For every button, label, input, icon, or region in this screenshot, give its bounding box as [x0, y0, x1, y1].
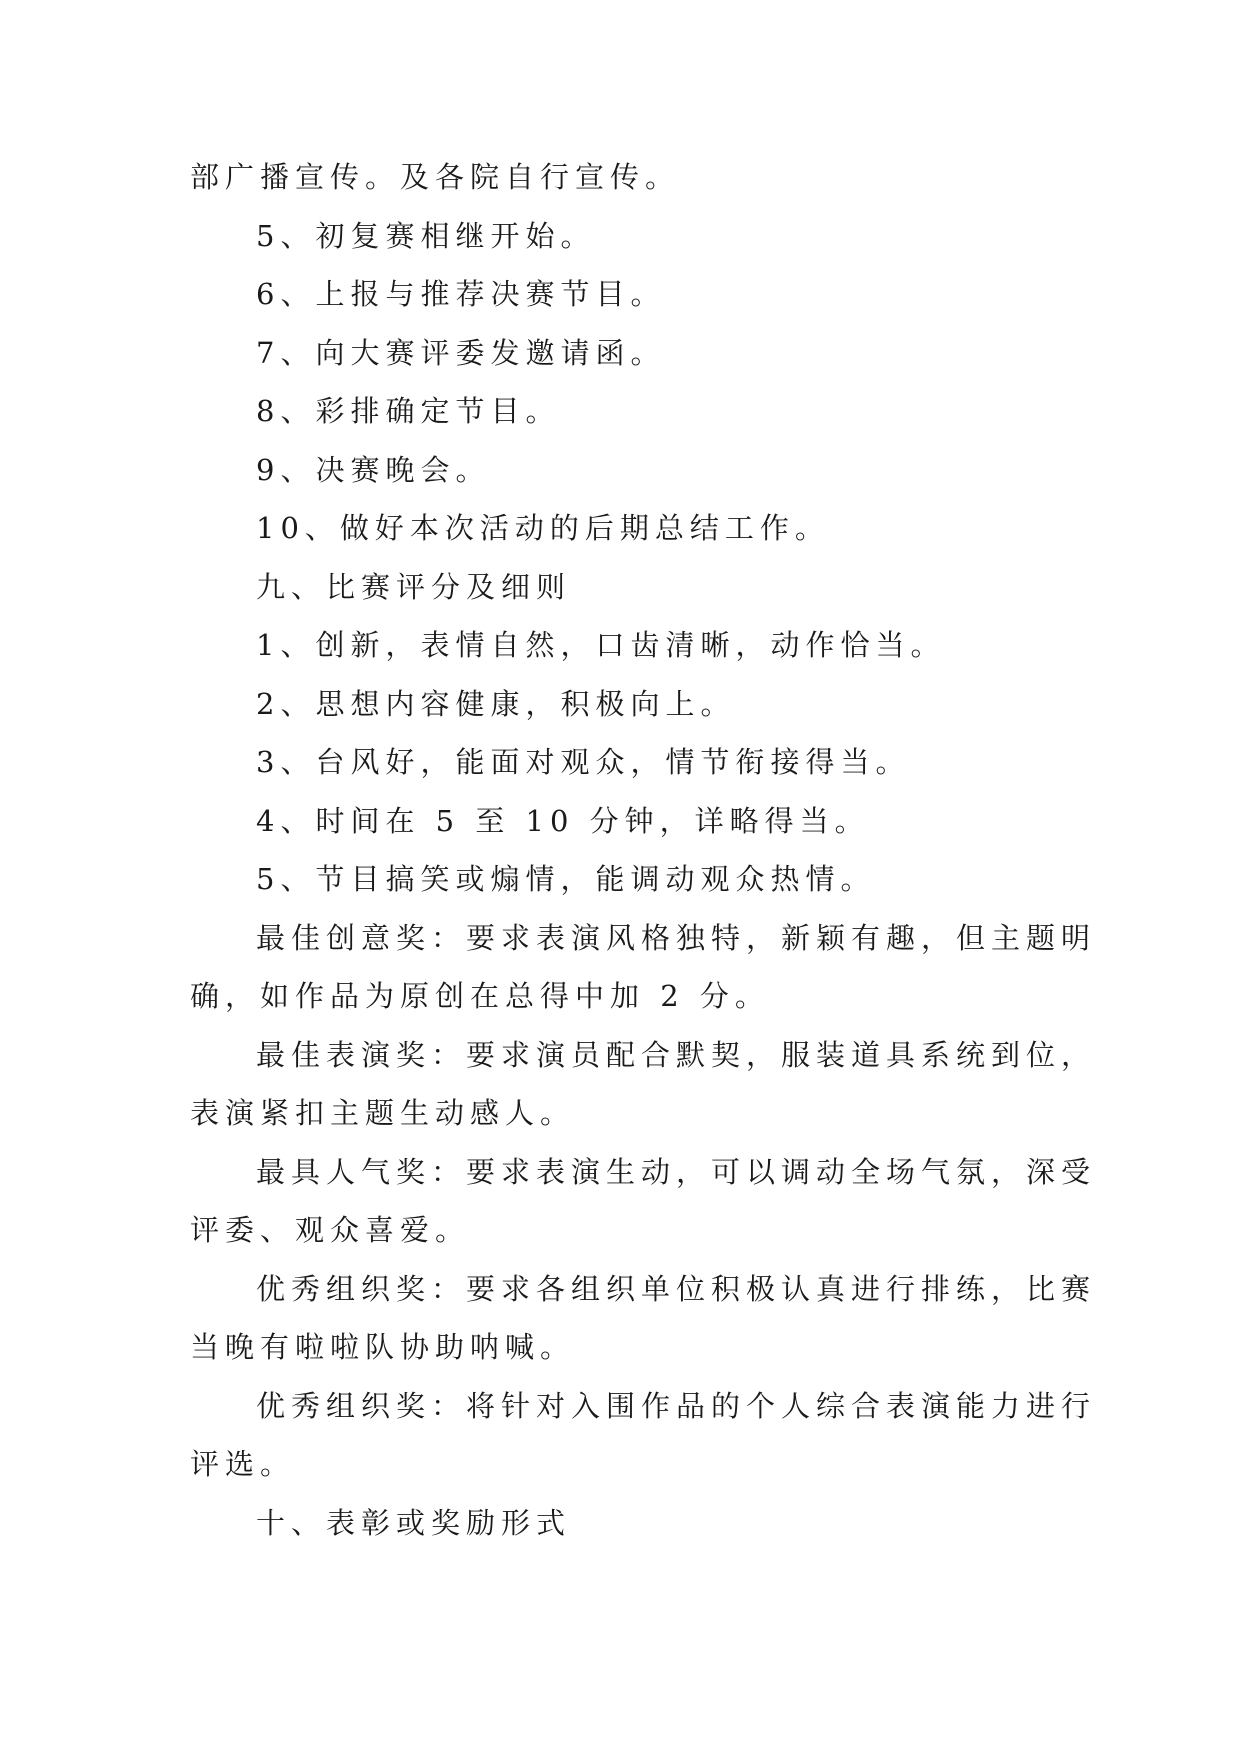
- paragraph-line: 5、初复赛相继开始。: [256, 218, 596, 253]
- paragraph-line: 1、创新，表情自然，口齿清晰，动作恰当。: [256, 628, 946, 662]
- paragraph-line: 7、向大赛评委发邀请函。: [256, 335, 666, 370]
- paragraph-line: 当晚有啦啦队协助呐喊。: [190, 1330, 576, 1364]
- paragraph-line: 3、台风好，能面对观众，情节衔接得当。: [256, 745, 911, 779]
- paragraph-line: 最佳表演奖：要求演员配合默契，服装道具系统到位，: [256, 1037, 1097, 1072]
- paragraph-line: 部广播宣传。及各院自行宣传。: [190, 160, 681, 194]
- document-body: [190, 148, 1097, 1552]
- paragraph-line: 最具人气奖：要求表演生动，可以调动全场气氛，深受: [256, 1154, 1097, 1189]
- paragraph-line: 表演紧扣主题生动感人。: [190, 1096, 576, 1130]
- paragraph-line: 2、思想内容健康，积极向上。: [256, 686, 736, 721]
- paragraph-line: 评委、观众喜爱。: [190, 1213, 471, 1247]
- paragraph-line: 8、彩排确定节目。: [256, 394, 561, 428]
- paragraph-line: 9、决赛晚会。: [256, 452, 491, 487]
- paragraph-line: 6、上报与推荐决赛节目。: [256, 277, 666, 311]
- paragraph-line: 4、时间在 5 至 10 分钟，详略得当。: [256, 803, 870, 838]
- section-heading: 九、比赛评分及细则: [256, 569, 572, 604]
- paragraph-line: 优秀组织奖：要求各组织单位积极认真进行排练，比赛: [256, 1271, 1097, 1306]
- paragraph-line: 优秀组织奖：将针对入围作品的个人综合表演能力进行: [256, 1388, 1097, 1423]
- paragraph-line: 10、做好本次活动的后期总结工作。: [256, 511, 830, 545]
- paragraph-line: 5、节目搞笑或煽情，能调动观众热情。: [256, 862, 876, 896]
- paragraph-line: 评选。: [190, 1447, 296, 1481]
- paragraph-line: 最佳创意奖：要求表演风格独特，新颖有趣，但主题明: [256, 920, 1097, 955]
- paragraph-line: 确，如作品为原创在总得中加 2 分。: [190, 979, 770, 1013]
- section-heading: 十、表彰或奖励形式: [256, 1505, 572, 1540]
